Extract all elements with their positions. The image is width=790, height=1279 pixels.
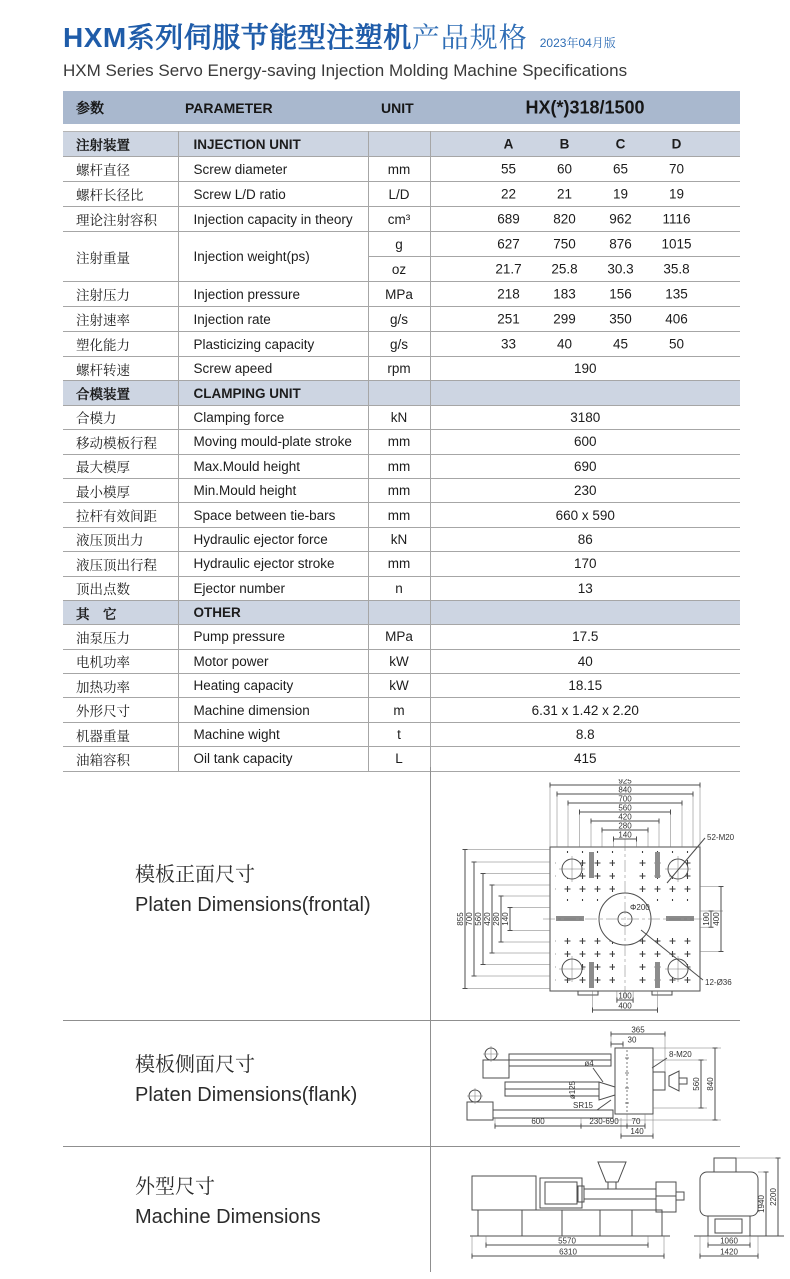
section-row bbox=[63, 600, 740, 624]
values-cell bbox=[430, 381, 740, 405]
values-cell bbox=[430, 232, 740, 257]
values-row bbox=[431, 257, 741, 281]
param-zh-cell: 电机功率 bbox=[63, 649, 178, 673]
doc-edition: 2023年04月版 bbox=[539, 36, 616, 50]
dim-label: 230-690 bbox=[589, 1117, 619, 1126]
param-en-cell: Injection weight(ps) bbox=[178, 232, 368, 282]
param-zh-cell: 最大模厚 bbox=[63, 454, 178, 478]
param-en-cell: Plasticizing capacity bbox=[178, 332, 368, 357]
value-cell: 406 bbox=[665, 311, 688, 327]
values-row bbox=[431, 232, 741, 256]
dim-label: 420 bbox=[483, 912, 492, 926]
unit-cell: g/s bbox=[368, 307, 430, 332]
param-zh-cell: 合模装置 bbox=[63, 381, 178, 405]
table-row bbox=[63, 722, 740, 746]
param-en-cell: Screw L/D ratio bbox=[178, 182, 368, 207]
values-cell bbox=[430, 207, 740, 232]
flank-platen-diagram bbox=[455, 1026, 785, 1142]
value-cell: 19 bbox=[668, 186, 685, 202]
unit-cell: oz bbox=[368, 257, 430, 282]
values-cell bbox=[430, 503, 740, 527]
unit-cell: n bbox=[368, 576, 430, 600]
dim-label: 5570 bbox=[558, 1236, 576, 1246]
value-cell: D bbox=[671, 136, 682, 152]
param-en-cell: Injection rate bbox=[178, 307, 368, 332]
value-cell: 35.8 bbox=[663, 261, 690, 277]
value-cell: 820 bbox=[553, 211, 576, 227]
dim-label: 280 bbox=[618, 821, 632, 831]
value-cell: 750 bbox=[553, 236, 576, 252]
unit-cell: mm bbox=[368, 552, 430, 576]
value-cell: 627 bbox=[497, 236, 520, 252]
dim-label: 140 bbox=[501, 912, 510, 926]
value-cell: 1015 bbox=[661, 236, 692, 252]
param-zh-cell: 螺杆长径比 bbox=[63, 182, 178, 207]
unit-cell: g bbox=[368, 232, 430, 257]
values-cell bbox=[430, 747, 740, 771]
doc-subtitle: HXM Series Servo Energy-saving Injection Molding Machine Specifications bbox=[63, 61, 628, 80]
value-cell: 65 bbox=[612, 161, 629, 177]
value-cell: 25.8 bbox=[551, 261, 578, 277]
dim-label: 280 bbox=[492, 912, 501, 926]
value-cell: 1116 bbox=[662, 211, 691, 227]
values-cell bbox=[430, 576, 740, 600]
dim-label: 12-Ø36 bbox=[705, 978, 732, 987]
values-row bbox=[431, 182, 741, 206]
unit-cell: kN bbox=[368, 527, 430, 551]
param-zh-cell: 塑化能力 bbox=[63, 332, 178, 357]
value-span: 6.31 x 1.42 x 2.20 bbox=[531, 702, 639, 718]
table-row bbox=[63, 698, 740, 722]
dim-label: 400 bbox=[712, 912, 721, 926]
param-en-cell: Heating capacity bbox=[178, 674, 368, 698]
values-cell bbox=[430, 649, 740, 673]
param-en-cell: Hydraulic ejector force bbox=[178, 527, 368, 551]
dim-label: ø125 bbox=[568, 1080, 577, 1100]
values-cell bbox=[430, 430, 740, 454]
section-label-flank bbox=[135, 1048, 357, 1107]
param-en-cell: Hydraulic ejector stroke bbox=[178, 552, 368, 576]
value-cell: 45 bbox=[612, 336, 629, 352]
values-row bbox=[431, 332, 741, 356]
value-cell: 962 bbox=[609, 211, 632, 227]
unit-cell bbox=[368, 132, 430, 157]
dim-label: 400 bbox=[618, 1001, 632, 1011]
table-row bbox=[63, 405, 740, 429]
value-cell: 183 bbox=[553, 286, 576, 302]
values-cell bbox=[430, 454, 740, 478]
flank-label-en: Platen Dimensions(flank) bbox=[135, 1084, 358, 1106]
param-zh-cell: 机器重量 bbox=[63, 722, 178, 746]
param-zh-cell: 加热功率 bbox=[63, 674, 178, 698]
values-cell bbox=[430, 257, 740, 282]
section-label-frontal bbox=[135, 858, 371, 917]
param-zh-cell: 理论注射容积 bbox=[63, 207, 178, 232]
machine-dimensions-diagram bbox=[448, 1156, 788, 1270]
value-cell: A bbox=[503, 136, 514, 152]
value-cell: 299 bbox=[553, 311, 576, 327]
table-row bbox=[63, 674, 740, 698]
value-cell: 350 bbox=[609, 311, 632, 327]
table-row bbox=[63, 478, 740, 502]
dim-label: 560 bbox=[474, 912, 483, 926]
table-row bbox=[63, 332, 740, 357]
col-label-param-en: PARAMETER bbox=[185, 99, 273, 116]
dim-label: ø4 bbox=[584, 1059, 594, 1068]
param-en-cell: OTHER bbox=[178, 600, 368, 624]
unit-cell: mm bbox=[368, 503, 430, 527]
unit-cell: L/D bbox=[368, 182, 430, 207]
unit-cell: m bbox=[368, 698, 430, 722]
value-cell: 218 bbox=[497, 286, 520, 302]
values-cell bbox=[430, 527, 740, 551]
unit-cell: kW bbox=[368, 674, 430, 698]
value-cell: 19 bbox=[612, 186, 629, 202]
param-zh-cell: 注射重量 bbox=[63, 232, 178, 282]
param-zh-cell: 注射压力 bbox=[63, 282, 178, 307]
left-dimension-labels bbox=[456, 912, 510, 926]
dim-label: 925 bbox=[618, 779, 632, 786]
table-row bbox=[63, 430, 740, 454]
dim-label: 855 bbox=[456, 912, 465, 926]
section-label-machine bbox=[135, 1170, 321, 1229]
dim-label: 100 bbox=[702, 912, 711, 926]
value-cell: 50 bbox=[668, 336, 685, 352]
unit-cell: mm bbox=[368, 478, 430, 502]
param-en-cell: Max.Mould height bbox=[178, 454, 368, 478]
value-cell: 21 bbox=[556, 186, 573, 202]
value-cell: 22 bbox=[500, 186, 517, 202]
dim-label: 840 bbox=[706, 1077, 715, 1091]
table-row bbox=[63, 232, 740, 257]
machine-label-en: Machine Dimensions bbox=[135, 1206, 321, 1228]
param-en-cell: Moving mould-plate stroke bbox=[178, 430, 368, 454]
param-en-cell: Min.Mould height bbox=[178, 478, 368, 502]
spec-table-body bbox=[63, 132, 740, 772]
unit-cell: rpm bbox=[368, 357, 430, 381]
values-cell bbox=[430, 282, 740, 307]
dim-label: 700 bbox=[465, 912, 474, 926]
value-cell: 156 bbox=[609, 286, 632, 302]
dim-label: 100 bbox=[618, 991, 632, 1001]
param-zh-cell: 最小模厚 bbox=[63, 478, 178, 502]
doc-title bbox=[63, 16, 743, 56]
frontal-label-en: Platen Dimensions(frontal) bbox=[135, 894, 371, 916]
param-zh-cell: 外形尺寸 bbox=[63, 698, 178, 722]
param-en-cell: Pump pressure bbox=[178, 625, 368, 649]
param-zh-cell: 螺杆直径 bbox=[63, 157, 178, 182]
unit-cell: g/s bbox=[368, 332, 430, 357]
col-label-unit: UNIT bbox=[381, 99, 414, 116]
doc-header bbox=[63, 16, 743, 81]
frontal-platen-diagram bbox=[455, 779, 785, 1017]
param-zh-cell: 螺杆转速 bbox=[63, 357, 178, 381]
value-cell: B bbox=[559, 136, 570, 152]
value-cell: 21.7 bbox=[495, 261, 522, 277]
dim-label: 1420 bbox=[720, 1247, 738, 1257]
value-span: 660 x 590 bbox=[555, 507, 615, 523]
dim-label: 52-M20 bbox=[707, 833, 735, 842]
value-span: 170 bbox=[573, 556, 597, 572]
table-header-bar bbox=[63, 91, 740, 124]
col-label-param-zh: 参数 bbox=[76, 99, 104, 116]
values-cell bbox=[430, 478, 740, 502]
dim-label: 140 bbox=[630, 1127, 644, 1136]
dim-label: 700 bbox=[618, 794, 632, 804]
param-zh-cell: 液压顶出力 bbox=[63, 527, 178, 551]
param-en-cell: Screw diameter bbox=[178, 157, 368, 182]
param-en-cell: Machine wight bbox=[178, 722, 368, 746]
diagram-divider-2 bbox=[63, 1146, 740, 1147]
dim-label: 2200 bbox=[769, 1188, 778, 1206]
value-span: 86 bbox=[577, 531, 593, 547]
dim-label: Φ200 bbox=[630, 903, 650, 912]
param-en-cell: Screw apeed bbox=[178, 357, 368, 381]
table-row bbox=[63, 503, 740, 527]
value-span: 3180 bbox=[570, 409, 601, 425]
dim-label: 560 bbox=[692, 1077, 701, 1091]
values-row bbox=[431, 282, 741, 306]
dim-label: 8-M20 bbox=[669, 1050, 692, 1059]
values-row bbox=[431, 157, 741, 181]
values-cell bbox=[430, 132, 740, 157]
dim-label: 840 bbox=[618, 785, 632, 795]
table-row bbox=[63, 357, 740, 381]
table-row bbox=[63, 282, 740, 307]
values-cell bbox=[430, 625, 740, 649]
values-row bbox=[431, 132, 741, 156]
unit-cell: kN bbox=[368, 405, 430, 429]
values-cell bbox=[430, 600, 740, 624]
table-row bbox=[63, 207, 740, 232]
param-en-cell: Injection capacity in theory bbox=[178, 207, 368, 232]
unit-cell: kW bbox=[368, 649, 430, 673]
values-row bbox=[431, 207, 741, 231]
value-cell: 33 bbox=[500, 336, 517, 352]
unit-cell: MPa bbox=[368, 282, 430, 307]
unit-cell: cm³ bbox=[368, 207, 430, 232]
values-cell bbox=[430, 405, 740, 429]
table-row bbox=[63, 527, 740, 551]
values-cell bbox=[430, 722, 740, 746]
param-zh-cell: 其 它 bbox=[63, 600, 178, 624]
table-row bbox=[63, 454, 740, 478]
param-en-cell: Clamping force bbox=[178, 405, 368, 429]
table-row bbox=[63, 157, 740, 182]
value-cell: 135 bbox=[665, 286, 688, 302]
values-cell bbox=[430, 698, 740, 722]
param-zh-cell: 拉杆有效间距 bbox=[63, 503, 178, 527]
value-cell: 689 bbox=[497, 211, 520, 227]
values-cell bbox=[430, 674, 740, 698]
values-cell bbox=[430, 357, 740, 381]
value-span: 18.15 bbox=[568, 678, 603, 694]
value-cell: 876 bbox=[609, 236, 632, 252]
machine-side-elevation bbox=[470, 1162, 684, 1236]
dim-label: SR15 bbox=[572, 1101, 594, 1110]
table-row bbox=[63, 625, 740, 649]
values-cell bbox=[430, 552, 740, 576]
value-cell: 55 bbox=[500, 161, 517, 177]
value-cell: 70 bbox=[668, 161, 685, 177]
param-en-cell: Motor power bbox=[178, 649, 368, 673]
flank-label-zh: 模板侧面尺寸 bbox=[135, 1054, 255, 1076]
model-label: HX(*)318/1500 bbox=[525, 97, 645, 117]
section-row bbox=[63, 132, 740, 157]
doc-title-suffix: 产品规格 bbox=[411, 22, 528, 53]
param-zh-cell: 顶出点数 bbox=[63, 576, 178, 600]
values-row bbox=[431, 307, 741, 331]
param-zh-cell: 注射速率 bbox=[63, 307, 178, 332]
value-cell: 251 bbox=[497, 311, 520, 327]
value-span: 690 bbox=[573, 458, 597, 474]
unit-cell bbox=[368, 600, 430, 624]
table-row bbox=[63, 182, 740, 207]
spec-table bbox=[63, 131, 740, 772]
param-en-cell: INJECTION UNIT bbox=[178, 132, 368, 157]
table-row bbox=[63, 552, 740, 576]
value-span: 40 bbox=[577, 653, 593, 669]
value-span: 190 bbox=[573, 361, 597, 377]
dim-label: 70 bbox=[631, 1117, 641, 1126]
param-en-cell: Space between tie-bars bbox=[178, 503, 368, 527]
param-zh-cell: 油泵压力 bbox=[63, 625, 178, 649]
top-dimension-labels bbox=[618, 779, 632, 840]
dim-label: 1940 bbox=[757, 1195, 766, 1213]
dim-label: 1060 bbox=[720, 1236, 738, 1246]
dim-label: 140 bbox=[618, 830, 632, 840]
value-span: 13 bbox=[577, 580, 593, 596]
unit-cell: t bbox=[368, 722, 430, 746]
param-en-cell: Oil tank capacity bbox=[178, 747, 368, 771]
frontal-label-zh: 模板正面尺寸 bbox=[135, 864, 255, 886]
dim-label: 420 bbox=[618, 812, 632, 822]
value-cell: 60 bbox=[556, 161, 573, 177]
doc-title-cn: HXM系列伺服节能型注塑机 bbox=[63, 22, 412, 53]
dim-label: 365 bbox=[631, 1026, 645, 1035]
value-span: 17.5 bbox=[572, 629, 599, 645]
unit-cell: mm bbox=[368, 157, 430, 182]
param-en-cell: CLAMPING UNIT bbox=[178, 381, 368, 405]
unit-cell: mm bbox=[368, 430, 430, 454]
section-row bbox=[63, 381, 740, 405]
values-cell bbox=[430, 182, 740, 207]
bolt-hole-field bbox=[555, 851, 615, 901]
unit-cell: mm bbox=[368, 454, 430, 478]
value-span: 600 bbox=[573, 434, 597, 450]
dim-label: 6310 bbox=[559, 1247, 577, 1257]
table-row bbox=[63, 649, 740, 673]
param-zh-cell: 液压顶出行程 bbox=[63, 552, 178, 576]
dim-label: 600 bbox=[531, 1117, 545, 1126]
param-zh-cell: 移动模板行程 bbox=[63, 430, 178, 454]
value-cell: 30.3 bbox=[607, 261, 634, 277]
unit-cell: MPa bbox=[368, 625, 430, 649]
unit-cell bbox=[368, 381, 430, 405]
value-span: 415 bbox=[573, 751, 597, 767]
dim-label: 560 bbox=[618, 803, 632, 813]
dim-label: 30 bbox=[627, 1035, 637, 1045]
values-cell bbox=[430, 307, 740, 332]
param-en-cell: Ejector number bbox=[178, 576, 368, 600]
table-row bbox=[63, 307, 740, 332]
values-cell bbox=[430, 157, 740, 182]
table-row bbox=[63, 747, 740, 771]
table-row bbox=[63, 576, 740, 600]
param-en-cell: Injection pressure bbox=[178, 282, 368, 307]
param-en-cell: Machine dimension bbox=[178, 698, 368, 722]
machine-label-zh: 外型尺寸 bbox=[135, 1176, 215, 1198]
param-zh-cell: 油箱容积 bbox=[63, 747, 178, 771]
param-zh-cell: 合模力 bbox=[63, 405, 178, 429]
diagram-divider-1 bbox=[63, 1020, 740, 1021]
unit-cell: L bbox=[368, 747, 430, 771]
value-span: 8.8 bbox=[575, 727, 595, 743]
value-cell: C bbox=[615, 136, 626, 152]
values-cell bbox=[430, 332, 740, 357]
value-cell: 40 bbox=[556, 336, 573, 352]
param-zh-cell: 注射装置 bbox=[63, 132, 178, 157]
value-span: 230 bbox=[573, 483, 597, 499]
